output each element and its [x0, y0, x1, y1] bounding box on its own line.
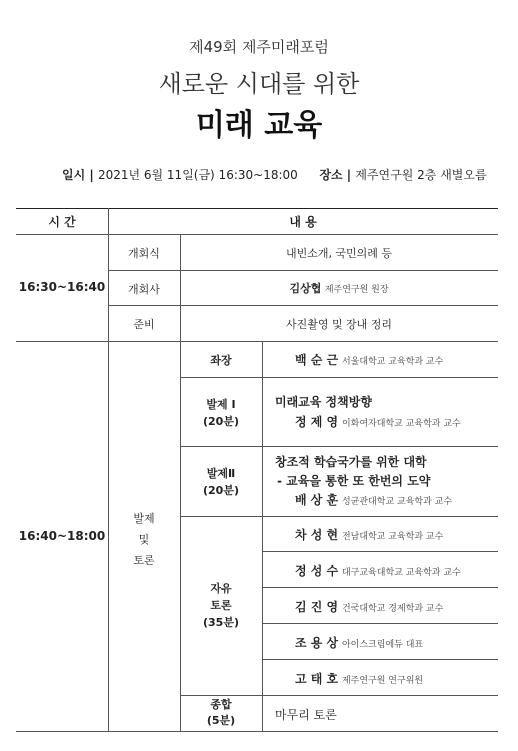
panelist-affiliation: 아이스크림에듀 대표 — [341, 640, 424, 650]
role-presentation-1-duration: (20분) — [203, 415, 239, 428]
panelist-name: 고 태 호 — [295, 672, 339, 686]
session-label — [108, 508, 180, 571]
role-discussion — [180, 580, 262, 631]
session-word-2: 및 — [138, 533, 150, 546]
speaker-affiliation: 제주연구원 원장 — [324, 285, 389, 295]
wrapup-content: 마무리 토론 — [275, 708, 337, 722]
panelist-affiliation: 건국대학교 경제학과 교수 — [341, 604, 444, 614]
time-slot-1: 16:30~16:40 — [18, 280, 106, 294]
presentation-2-topic-2: - 교육을 통한 또 한번의 도약 — [277, 474, 431, 488]
row-content-opening-address — [180, 280, 498, 296]
panelist-name: 정 성 수 — [295, 564, 339, 578]
role-chair: 좌장 — [210, 354, 232, 367]
title-line-1: 새로운 시대를 위한 — [158, 70, 360, 98]
chair-affiliation: 서울대학교 교육학과 교수 — [341, 357, 444, 367]
col-header-time: 시 간 — [48, 215, 76, 229]
place-value: 제주연구원 2층 새별오름 — [355, 168, 487, 182]
chair-entry — [295, 351, 443, 368]
panelist-entry — [295, 634, 423, 651]
role-presentation-2-duration: (20분) — [203, 484, 239, 497]
row-content-opening: 내빈소개, 국민의례 등 — [285, 247, 393, 260]
role-wrapup-duration: (5분) — [206, 714, 236, 727]
panelist-affiliation: 대구교육대학교 교육학과 교수 — [341, 568, 461, 578]
panelist-entry — [295, 526, 443, 543]
panelist-entry — [295, 670, 423, 687]
role-discussion-duration: (35분) — [203, 616, 239, 629]
time-slot-2: 16:40~18:00 — [18, 529, 106, 543]
event-info: 일시 | 2021년 6월 11일(금) 16:30~18:00 장소 | 제주연구원 2층 새별오름 — [62, 168, 487, 182]
panelist-name: 김 진 영 — [295, 600, 339, 614]
panelist-name: 조 용 상 — [295, 636, 339, 650]
panelist-name: 차 성 현 — [295, 528, 339, 542]
presenter-1-affiliation: 이화여자대학교 교육학과 교수 — [341, 419, 461, 429]
role-discussion-word-1: 자유 — [210, 582, 232, 595]
role-presentation-1-title: 발제 I — [206, 398, 236, 411]
presenter-1-name: 정 제 영 — [295, 415, 339, 429]
panelist-entry — [295, 562, 461, 579]
session-word-3: 토론 — [133, 554, 155, 567]
panelist-affiliation: 제주연구원 연구위원 — [341, 676, 424, 686]
presenter-2-name: 배 상 훈 — [295, 493, 339, 507]
role-discussion-word-2: 토론 — [210, 599, 232, 612]
panelist-entry — [295, 598, 443, 615]
role-wrapup-title: 종합 — [210, 698, 232, 711]
presenter-1-entry — [295, 413, 461, 430]
row-content-prep: 사진촬영 및 장내 정리 — [285, 318, 393, 331]
forum-subtitle: 제49회 제주미래포럼 — [189, 38, 329, 56]
presentation-1-topic: 미래교육 정책방향 — [275, 395, 372, 409]
role-presentation-1 — [180, 396, 262, 430]
presentation-2-topic-1: 창조적 학습국가를 위한 대학 — [275, 455, 427, 469]
panelist-affiliation: 전남대학교 교육학과 교수 — [341, 532, 444, 542]
date-value: 2021년 6월 11일(금) 16:30~18:00 — [97, 168, 298, 182]
row-label-opening: 개회식 — [128, 247, 160, 260]
row-label-prep: 준비 — [133, 318, 155, 331]
role-presentation-2 — [180, 465, 262, 499]
title-line-2: 미래 교육 — [195, 108, 323, 143]
presenter-2-entry — [295, 491, 452, 508]
role-presentation-2-title: 발제Ⅱ — [206, 467, 236, 480]
session-word-1: 발제 — [133, 512, 155, 525]
chair-name: 백 순 근 — [295, 353, 339, 367]
role-wrapup — [180, 697, 262, 729]
col-header-content: 내 용 — [289, 215, 317, 229]
speaker-name: 김상협 — [289, 282, 322, 295]
row-label-opening-address: 개회사 — [128, 283, 160, 296]
place-label: 장소 — [319, 168, 343, 182]
date-label: 일시 — [62, 168, 86, 182]
presenter-2-affiliation: 성균관대학교 교육학과 교수 — [341, 497, 453, 507]
